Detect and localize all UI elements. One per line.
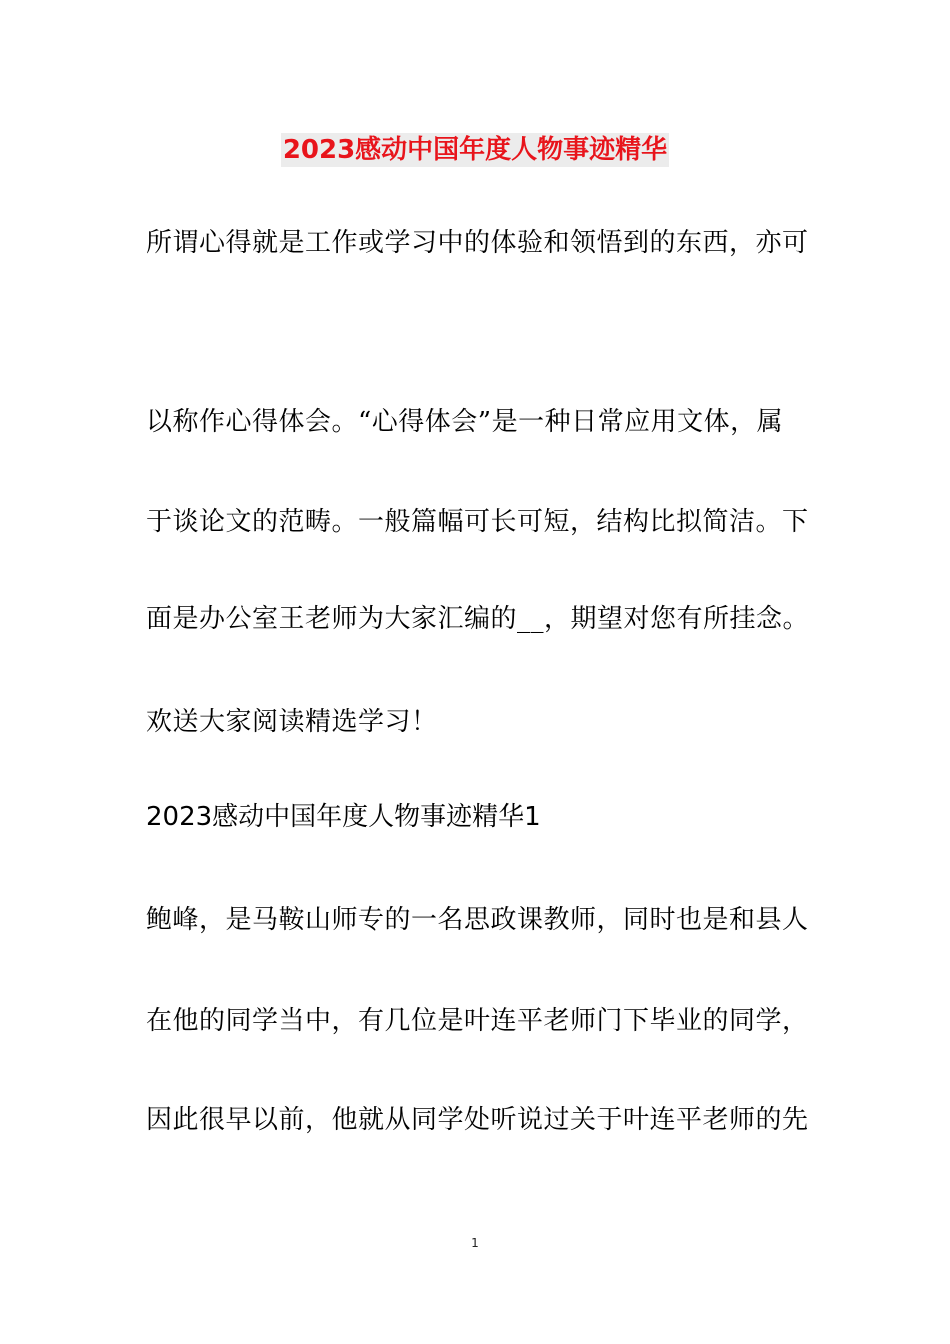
paragraph-line-9: 因此很早以前，他就从同学处听说过关于叶连平老师的先 [146, 1105, 809, 1135]
paragraph-line-4: 面是办公室王老师为大家汇编的__，期望对您有所挂念。 [146, 604, 810, 634]
paragraph-line-5: 欢送大家阅读精选学习！ [146, 707, 438, 737]
document-title: 2023感动中国年度人物事迹精华 [282, 135, 668, 165]
page-number: 1 [471, 1236, 479, 1250]
paragraph-line-8: 在他的同学当中，有几位是叶连平老师门下毕业的同学， [146, 1006, 809, 1036]
title-container [0, 133, 950, 167]
paragraph-line-7: 鲍峰，是马鞍山师专的一名思政课教师，同时也是和县人 [146, 905, 809, 935]
paragraph-line-1: 所谓心得就是工作或学习中的体验和领悟到的东西，亦可 [146, 228, 809, 258]
paragraph-line-3: 于谈论文的范畴。一般篇幅可长可短，结构比拟简洁。下 [146, 507, 809, 537]
section-heading: 2023感动中国年度人物事迹精华1 [146, 802, 541, 832]
paragraph-line-2: 以称作心得体会。“心得体会”是一种日常应用文体，属 [146, 407, 784, 437]
